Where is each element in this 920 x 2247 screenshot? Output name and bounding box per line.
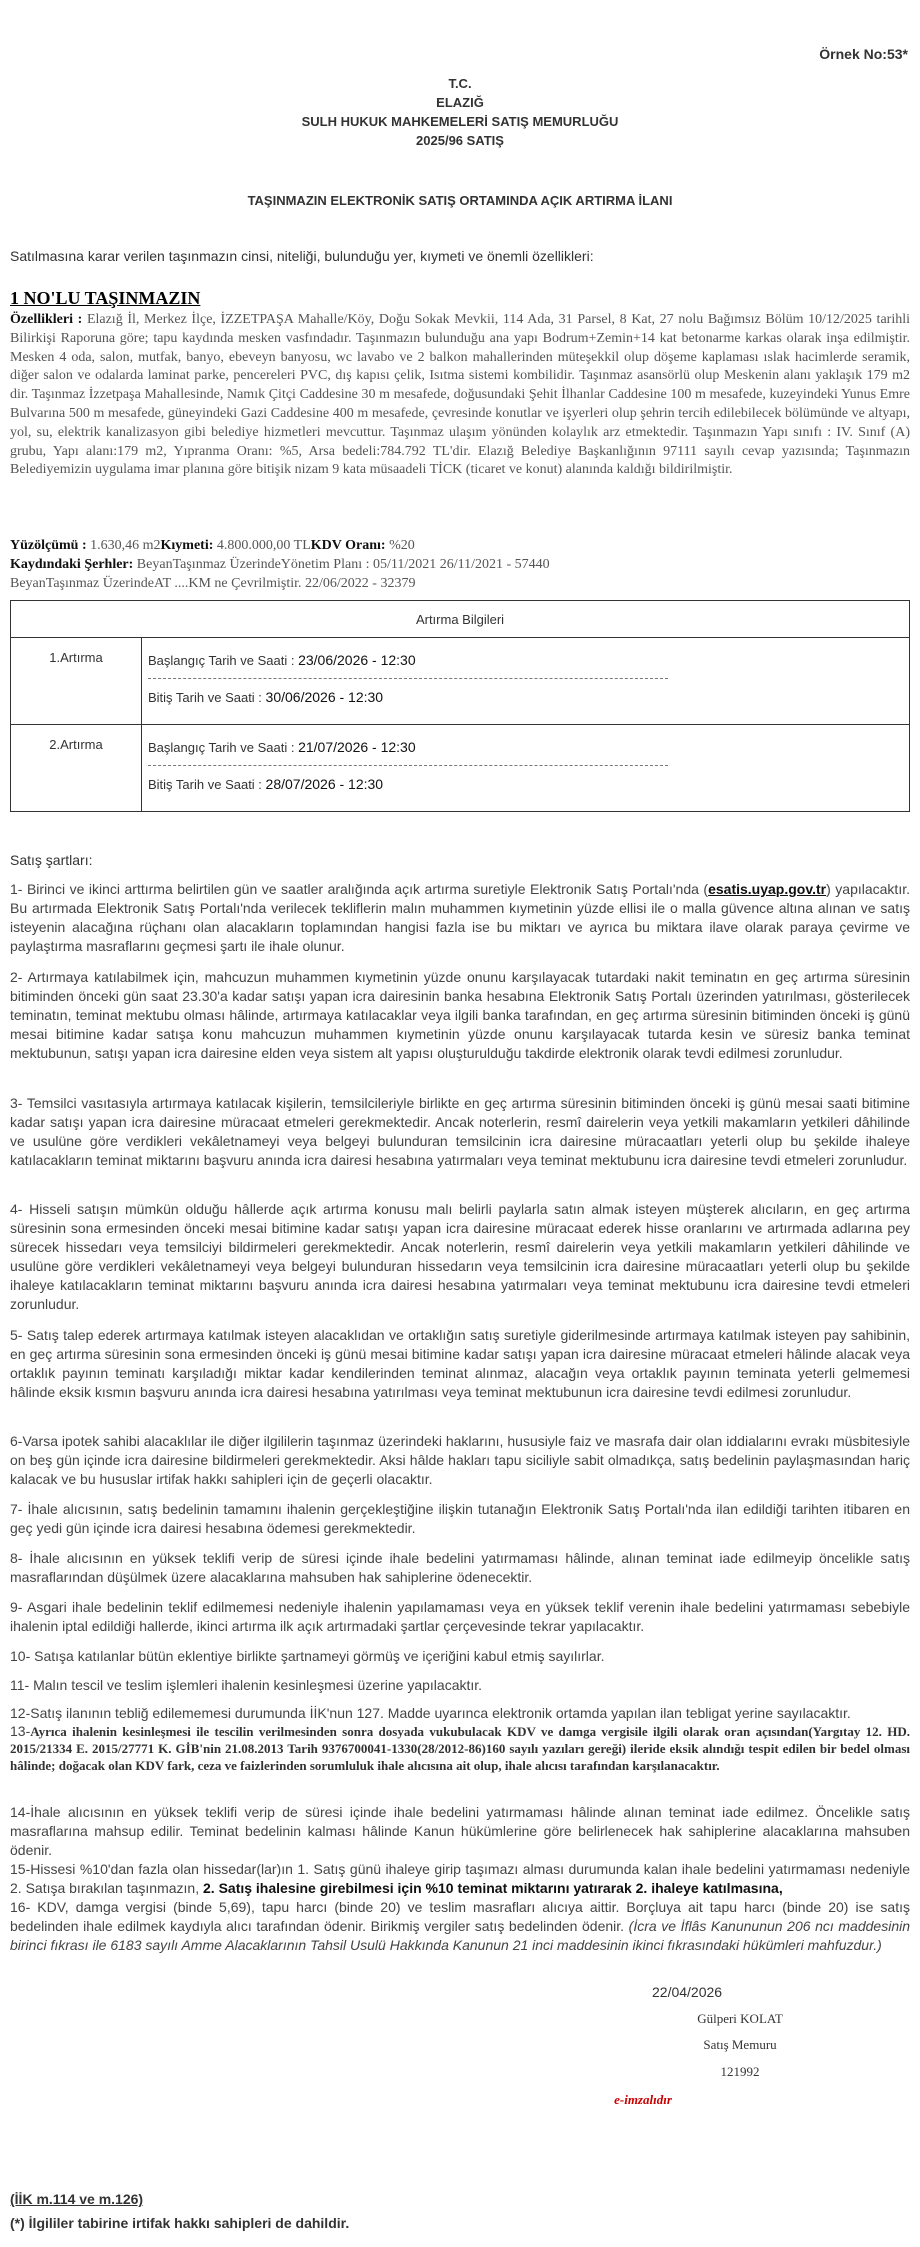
condition-11: 11- Malın tescil ve teslim işlemleri ihalenin kesinleşmesi üzerine yapılacaktır.: [10, 1677, 483, 1693]
intro-text: Satılmasına karar verilen taşınmazın cinsi, niteliği, bulunduğu yer, kıymeti ve önemli özellikleri:: [10, 248, 594, 264]
header-block: [0, 74, 920, 150]
portal-link[interactable]: esatis.uyap.gov.tr: [708, 881, 827, 897]
condition-10: 10- Satışa katılanlar bütün eklentiye birlikte şartnameyi görmüş ve içeriğini kabul etmiş sayılırlar.: [10, 1648, 605, 1664]
condition-12: 12-Satış ilanının tebliğ edilememesi durumunda İİK'nun 127. Madde uyarınca elektronik ortamda yapılan ilan tebligat yerine sayılacaktır.: [10, 1705, 851, 1721]
condition-15-bold: 2. Satış ihalesine girebilmesi için %10 teminat miktarını yatırarak 2. ihaleye katılmasına,: [199, 1880, 783, 1896]
property-title: 1 NO'LU TAŞINMAZIN: [10, 288, 201, 308]
area-value: 1.630,46 m2: [86, 538, 161, 553]
footer-note: (*) İlgililer tabirine irtifak hakkı sahipleri de dahildir.: [10, 2215, 350, 2231]
condition-16-italic: (İcra ve İflâs Kanununun 206 ncı maddesinin birinci fıkrası ile 6183 sayılı Amme Alacaklarının Tahsil Usulü Hakkında Kanunun 21 inci maddesinin ikinci fıkrasındaki hükümleri mahfuzdur.): [10, 1918, 910, 1953]
auction-end-label: Bitiş Tarih ve Saati :: [148, 777, 266, 792]
auction-end-value: 28/07/2026 - 12:30: [265, 776, 384, 792]
condition-13-number: 13-: [10, 1723, 31, 1739]
signer-name: Gülperi KOLAT: [697, 2011, 783, 2026]
area-label: Yüzölçümü :: [10, 538, 87, 553]
auction-table-header: Artırma Bilgileri: [11, 601, 910, 638]
condition-4: 4- Hisseli satışın mümkün olduğu hâllerde açık artırma konusu malı belirli paylarla satın almak isteyen müşterek alıcıların, en geç artırma süresinin sona ermesinden önceki mesai bitimine kadar satışı yapan icra dairesine müracaat ederek hisse oranlarını ve artırmada adlarına pey sürecek hissedarı veya temsilciyi bildirmeleri gerekmektedir. Ancak noterlerin, resmî dairelerin veya yetkili makamların yetkileri dâhilinde ve usulüne göre verdikleri vekâletnameyi veya belgeyi bulunduran hissedarın veya temsilcinin icra dairesine müracaatları yeterli olup bu şekilde ihaleye katılacakların teminat miktarını başvuru anında icra dairesi hesabına yatırmaları veya teminat mektubunu icra dairesine tevdi etmeleri zorunludur.: [10, 1201, 910, 1312]
registry-note-2: BeyanTaşınmaz ÜzerindeAT ....KM ne Çevrilmiştir. 22/06/2022 - 32379: [10, 576, 416, 591]
auction-start-line: [142, 652, 909, 668]
footer-reference-text: (İİK m.114 ve m.126): [10, 2191, 144, 2207]
header-city: ELAZIĞ: [436, 95, 484, 110]
auction-end-value: 30/06/2026 - 12:30: [265, 689, 384, 705]
announcement-title: TAŞINMAZIN ELEKTRONİK SATIŞ ORTAMINDA AÇIK ARTIRMA İLANI: [247, 193, 673, 208]
condition-8: 8- İhale alıcısının en yüksek teklifi verip de süresi içinde ihale bedelini yatırmaması hâlinde, alınan teminat iade edilmeyip öncelikle satış masraflarından düşülmek üzere alacaklarına mahsuben hak sahiplerine ödenecektir.: [10, 1550, 910, 1585]
condition-15: [10, 1860, 910, 1898]
auction-start-label: Başlangıç Tarih ve Saati :: [148, 653, 299, 668]
condition-1-text-a: 1- Birinci ve ikinci arttırma belirtilen gün ve saatler aralığında açık artırma suretiyle Elektronik Satış Portalı'nda (: [10, 881, 709, 897]
divider: [148, 765, 668, 766]
condition-16: [10, 1898, 910, 1955]
auction-round-dates: [142, 638, 910, 725]
registry-note-1: BeyanTaşınmaz ÜzerindeYönetim Planı : 05/11/2021 26/11/2021 - 57440: [133, 557, 550, 572]
header-office: SULH HUKUK MAHKEMELERİ SATIŞ MEMURLUĞU: [301, 114, 619, 129]
signature-date: 22/04/2026: [652, 1984, 723, 2000]
auction-end-label: Bitiş Tarih ve Saati :: [148, 690, 266, 705]
features-label: Özellikleri :: [10, 312, 83, 327]
e-signature-stamp: e-imzalıdır: [614, 2092, 672, 2107]
auction-table: [10, 600, 910, 812]
auction-start-label: Başlangıç Tarih ve Saati :: [148, 740, 299, 755]
auction-round-dates: [142, 725, 910, 812]
condition-3: 3- Temsilci vasıtasıyla artırmaya katılacak kişilerin, temsilcileriyle birlikte en geç artırma süresinin bitiminden önceki iş günü mesai saati bitimine kadar satışı yapan icra dairesine müracaat etmeleri gerekmektedir. Ancak noterlerin, resmî dairelerin veya yetkili makamların yetkileri dâhilinde ve usulüne göre verdikleri vekâletnameyi veya belgeyi bulunduran temsilcinin icra dairesine müracaatları yeterli olup bu şekilde ihaleye katılacakların teminat miktarını başvuru anında icra dairesi hesabına yatırmaları veya teminat mektubunu icra dairesine tevdi etmeleri zorunludur.: [10, 1095, 910, 1168]
signer-role: Satış Memuru: [703, 2037, 777, 2052]
sample-number: Örnek No:53*: [819, 46, 908, 62]
condition-2: 2- Artırmaya katılabilmek için, mahcuzun muhammen kıymetinin yüzde onunu karşılayacak tutardaki nakit teminatın en geç artırma süresinin bitiminden önceki gün saat 23.30'a kadar satışı yapan icra dairesinin banka hesabına Elektronik Satış Portalı üzerinden yatırılması, gösterilecek teminatın, teminat mektubu olması hâlinde, artırmaya katılacaklar veya ilgili banka tarafından, en geç artırma süresinin bitiminden önceki iş günü mesai bitimine kadar satışa konu mahcuzun muhammen kıymetinin yüzde onunu karşılayacak tutarda kesin ve süresiz banka teminat mektubunun, satışı yapan icra dairesine elden veya sistem alt yapısı oluşturulduğu takdirde elektronik olarak tevdi edilmesi zorunludur.: [10, 969, 910, 1061]
value-label: Kıymeti:: [160, 538, 214, 553]
auction-start-value: 21/07/2026 - 12:30: [298, 739, 416, 755]
auction-row-2: [11, 725, 910, 812]
registry-line-1: [10, 555, 910, 574]
auction-round-label: 2.Artırma: [11, 725, 142, 812]
value-line: [10, 536, 910, 555]
auction-start-line: [142, 739, 909, 755]
auction-row-1: [11, 638, 910, 725]
header-tc: T.C.: [448, 76, 472, 91]
condition-16-text: 16- KDV, damga vergisi (binde 5,69), tapu harcı (binde 20) ve teslim masrafları alıcıya aittir. Borçluya ait tapu harcı (binde 20) ise satış bedelinden ihale edilmek kaydıyla alıcı tarafından ödenir. Birikmiş vergiler satış bedelinden ödenir.: [10, 1899, 910, 1934]
condition-14: 14-İhale alıcısının en yüksek teklifi verip de süresi içinde ihale bedelini yatırmaması hâlinde alınan teminat iade edilmez. Öncelikle satış masraflarına mahsup edilir. Teminat bedelinin kalması hâlinde Kanun hükümlerine göre belirlenecek hak sahiplerine alacaklarına mahsuben ödenir.: [10, 1804, 910, 1858]
header-case-no: 2025/96 SATIŞ: [416, 133, 504, 148]
property-description: [10, 311, 910, 480]
kdv-label: KDV Oranı:: [310, 538, 386, 553]
auction-table-header-row: [11, 601, 910, 638]
auction-start-value: 23/06/2026 - 12:30: [298, 652, 416, 668]
condition-13-text: Ayrıca ihalenin kesinleşmesi ile tescilin verilmesinden sonra dosyada vukubulacak KDV ve damga vergisile ilgili olarak oran açısından(Yargıtay 12. HD. 2015/21334 E. 2015/27771 K. GİB'nin 21.08.2013 Tarih 9376700041-1330(28/2012-86)160 sayılı yazıları gereği) ileride eksik alındığı tespit edilen bir bedel olması hâlinde; doğacak olan KDV fark, ceza ve faizlerinden sorumluluk ihale alıcısına ait olup, ihale alıcısı tarafından karşılanacaktır.: [10, 1724, 910, 1773]
condition-9: 9- Asgari ihale bedelinin teklif edilmemesi nedeniyle ihalenin yapılamaması veya en yüksek teklif verenin ihale bedelini yatırmaması sebebiyle ihalenin iptal edildiği hallerde, ikinci artırma ilk açık artırmadaki şartlar çerçevesinde tekrar yapılacaktır.: [10, 1599, 910, 1634]
condition-15-text: 15-Hissesi %10'dan fazla olan hissedar(lar)ın 1. Satış günü ihaleye girip taşımazı alması durumunda kalan ihale bedelini yatırmaması nedeniyle 2. Satışa bırakılan taşınmazın,: [10, 1861, 910, 1896]
property-meta: [10, 536, 910, 593]
condition-1-text-b: ) yapılacaktır. Bu artırmada Elektronik Satış Portalı'nda verilecek tekliflerin malın muhammen kıymetinin yüzde ellisi ile o malla güvence altına alınan ve satış isteyenin alacağına rüçhanı olan alacakların toplamından hangisi fazla ise bu miktarı ve ayrıca bu miktara ilave olarak paraya çevirme ve paylaştırma masraflarını geçmesi şartı ile ihale olunur.: [10, 881, 910, 954]
condition-6: 6-Varsa ipotek sahibi alacaklılar ile diğer ilgililerin taşınmaz üzerindeki haklarını, hususiyle faiz ve masrafa dair olan iddialarını evrakı müsbitesiyle on beş gün içinde icra dairesine bildirmeleri gerekmektedir. Aksi hâlde hakları tapu siciliyle sabit olmadıkça, satış bedelinin paylaşmasından hariç kalacak ve bu hususlar irtifak hakkı sahipleri için de geçerli olacaktır.: [10, 1433, 910, 1487]
auction-round-label: 1.Artırma: [11, 638, 142, 725]
auction-end-line: [142, 776, 909, 792]
value-value: 4.800.000,00 TL: [213, 538, 311, 553]
footer-reference: [10, 2191, 143, 2207]
signer-number: 121992: [720, 2064, 760, 2079]
auction-end-line: [142, 689, 909, 705]
features-text: Elazığ İl, Merkez İlçe, İZZETPAŞA Mahalle/Köy, Doğu Sokak Mevkii, 114 Ada, 31 Parsel, 8 Kat, 27 nolu Bağımsız Bölüm 10/12/2025 tarihli Bilirkişi Raporuna göre; tapu kaydında mesken vasfındadır. Taşınmazın bulunduğu ana yapı Bodrum+Zemin+14 kat betonarme karkas olarak inşa edilmiştir. Mesken 4 oda, salon, mutfak, banyo, ebeveyn banyosu, wc lavabo ve 2 balkon mahallerinden müteşekkil olup döşeme kaplaması ıslak hacimlerde seramik, diğer salon ve odalarda laminat parke, pencereleri PVC, dış kapısı çelik, Isıtma sistemi kombilidir. Taşınmaz asansörlü olup Meskenin alanı yaklaşık 179 m2 dir. Taşınmaz İzzetpaşa Mahallesinde, Namık Çitçi Caddesine 30 m mesafede, doğusundaki Şehit İlhanlar Caddesine 100 m mesafede, kuzeyindeki Yunus Emre Bulvarına 500 m mesafede, güneyindeki Gazi Caddesine 400 m mesafede, çevresinde konutlar ve işyerleri olup şehrin tercih edilebilecek bölümünde ve altyapı, yol, su, elektrik kanalizasyon gibi belediye hizmetleri mevcuttur. Taşınmaz ulaşım yönünden kolaylık arz etmektedir. Taşınmazın Yapı sınıfı : IV. Sınıf (A) grubu, Yapı alanı:179 m2, Yıpranma Oranı: %5, Arsa bedeli:784.792 TL'dir. Elazığ Belediye Başkanlığının 97111 sayılı cevap yazısında; Taşınmazın Belediyemizin uygulama imar planına göre bitişik nizam 9 kata müsaadeli TİCK (ticaret ve konut) alanında kaldığı bildirilmiştir.: [10, 312, 910, 478]
registry-label: Kaydındaki Şerhler:: [10, 557, 134, 572]
kdv-value: %20: [385, 538, 415, 553]
condition-7: 7- İhale alıcısının, satış bedelinin tamamını ihalenin gerçekleştiğine ilişkin tutanağın Elektronik Satış Portalı'nda ilan edildiği tarihten itibaren en geç yedi gün içinde icra dairesi hesabına ödemesi gerekmektedir.: [10, 1501, 910, 1536]
condition-5: 5- Satış talep ederek artırmaya katılmak isteyen alacaklıdan ve ortaklığın satış suretiyle giderilmesinde artırmaya katılmak isteyen pay sahibinin, en geç artırma süresinin sona ermesinden önceki iş günü mesai bitimine kadar satışı yapan icra dairesine müracaat etmeleri hâlinde alacak veya ortaklık payının teminatı karşıladığı miktar kadar kendilerinden teminat alınmaz, alacağın veya ortaklık payının teminata yeterli gelmemesi hâlinde eksik kısmın başvuru anında icra dairesi hesabına yatırılması veya teminat mektubunun icra dairesine tevdi edilmesi zorunludur.: [10, 1327, 910, 1400]
condition-1: [10, 880, 910, 956]
conditions-title: Satış şartları:: [10, 852, 93, 868]
divider: [148, 678, 668, 679]
condition-13: [10, 1723, 910, 1774]
